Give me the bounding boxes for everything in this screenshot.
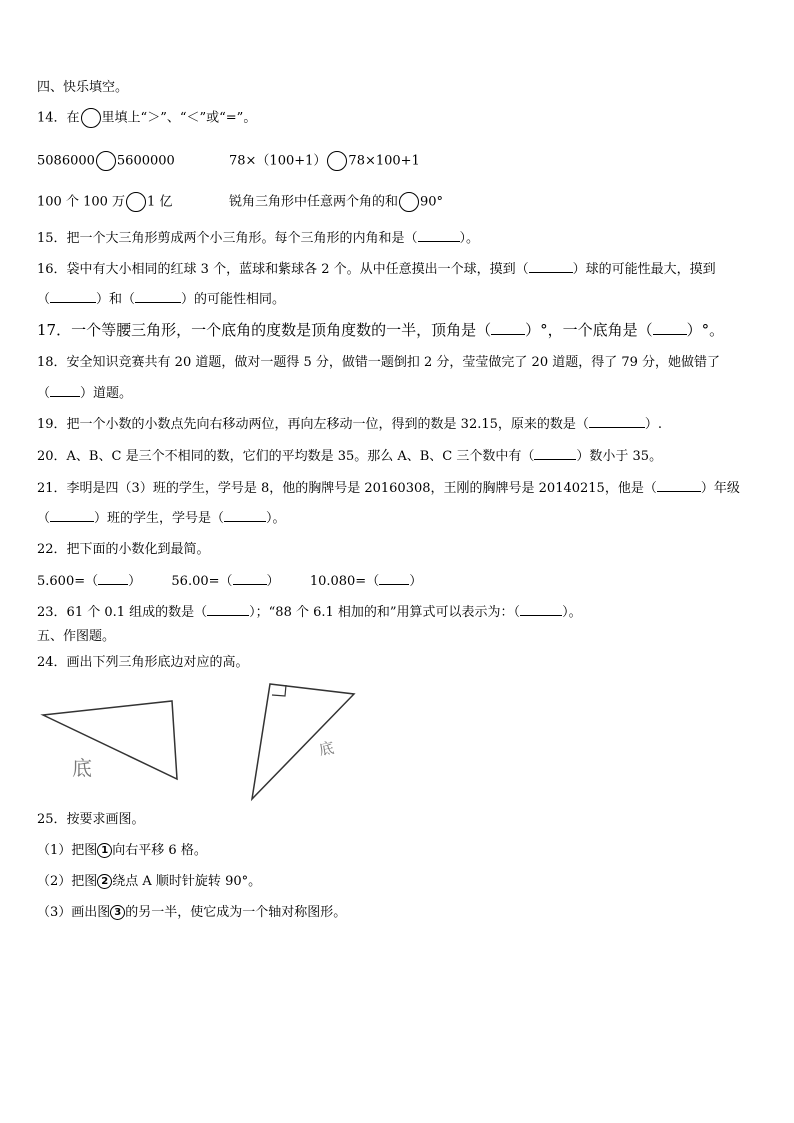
- q25-text: （3）画出图: [37, 905, 111, 920]
- q19: [37, 415, 662, 434]
- figure-number-1: 1: [97, 843, 112, 858]
- answer-blank[interactable]: [653, 322, 687, 335]
- section-4-title: 四、快乐填空。: [37, 80, 129, 95]
- q16-text: 16．袋中有大小相同的红球 3 个，蓝球和紫球各 2 个。从中任意摸出一个球，摸到（: [37, 262, 529, 277]
- q21-line-2: [37, 509, 286, 528]
- q14-row-2: [37, 192, 172, 212]
- answer-blank[interactable]: [529, 260, 573, 273]
- answer-blank[interactable]: [491, 322, 525, 335]
- right-angle-mark: [272, 685, 286, 696]
- q23-text: 23．61 个 0.1 组成的数是（: [37, 605, 208, 620]
- q22: 22．把下面的小数化到最简。: [37, 542, 210, 557]
- compare-circle[interactable]: [327, 151, 347, 171]
- q14-text-b: 里填上“＞”、“＜”或“=”。: [101, 110, 257, 126]
- q18-line-2: [37, 384, 132, 403]
- compare-circle[interactable]: [81, 108, 101, 128]
- q19-text: 19．把一个小数的小数点先向右移动两位，再向左移动一位，得到的数是 32.15，原来的数是（: [37, 417, 589, 432]
- answer-blank[interactable]: [98, 572, 128, 585]
- compare-circle[interactable]: [399, 192, 419, 212]
- q17-text: 17．一个等腰三角形，一个底角的度数是顶角度数的一半，顶角是（: [37, 321, 492, 339]
- answer-blank[interactable]: [379, 572, 409, 585]
- q20-text: ）数小于 35。: [576, 449, 663, 464]
- expr: 78×100+1: [348, 153, 420, 169]
- answer-blank[interactable]: [135, 290, 181, 303]
- q25-text: 向右平移 6 格。: [112, 843, 207, 858]
- q21-text: ）。: [266, 511, 286, 526]
- q16-text: ）的可能性相同。: [181, 292, 286, 307]
- answer-blank[interactable]: [418, 229, 460, 242]
- q15-text: ）。: [459, 231, 480, 246]
- q25-part-2: [37, 873, 261, 891]
- answer-blank[interactable]: [224, 509, 266, 522]
- expr: 1 亿: [147, 194, 173, 210]
- q24: 24．画出下列三角形底边对应的高。: [37, 655, 249, 670]
- q19-text: ）.: [644, 417, 663, 432]
- expr: 78×（100+1）: [229, 153, 327, 169]
- q21-text: ）班的学生，学号是（: [94, 511, 225, 526]
- triangle-1: [43, 701, 177, 779]
- compare-circle[interactable]: [96, 151, 116, 171]
- q23-text: ）；“88 个 6.1 相加的和”用算式可以表示为：（: [249, 605, 521, 620]
- answer-blank[interactable]: [50, 509, 94, 522]
- q24-triangles-figure: [36, 680, 376, 805]
- q23-text: ）。: [562, 605, 582, 620]
- answer-blank[interactable]: [50, 290, 96, 303]
- expr: 100 个 100 万: [37, 194, 126, 210]
- q25-text: （1）把图: [37, 843, 98, 858]
- expr: 90°: [420, 194, 444, 210]
- q21-text: ）年级: [700, 481, 740, 496]
- q17: [37, 321, 724, 339]
- q25-text: 的另一半，使它成为一个轴对称图形。: [125, 905, 347, 920]
- q14-text-a: 14．在: [37, 110, 80, 126]
- q22-text: ）: [128, 574, 142, 589]
- expr: 5086000: [37, 153, 95, 169]
- expr: 锐角三角形中任意两个角的和: [229, 194, 399, 210]
- q22-text: ）: [409, 574, 423, 589]
- q21-text: 21．李明是四（3）班的学生，学号是 8，他的胸牌号是 20160308，王刚的胸牌号是 20140215，他是（: [37, 481, 657, 496]
- q22-text: 56.00=（: [171, 574, 233, 589]
- answer-blank[interactable]: [233, 572, 267, 585]
- answer-blank[interactable]: [207, 603, 249, 616]
- q18-text: ）道题。: [80, 386, 133, 401]
- answer-blank[interactable]: [50, 384, 80, 397]
- q21-line-1: [37, 479, 740, 498]
- answer-blank[interactable]: [520, 603, 562, 616]
- q17-text: ）°，一个底角是（: [525, 321, 653, 339]
- triangle-2-base-label: 底: [317, 738, 336, 760]
- q14-row-1b: [229, 151, 420, 171]
- triangle-2: [252, 684, 354, 799]
- q15: [37, 229, 479, 248]
- q17-text: ）°。: [686, 321, 725, 339]
- q20-text: 20．A、B、C 是三个不相同的数，它们的平均数是 35。那么 A、B、C 三个数中有（: [37, 449, 535, 464]
- q22-text: ）: [266, 574, 280, 589]
- answer-blank[interactable]: [657, 479, 701, 492]
- q16-line-1: [37, 260, 716, 279]
- q14-row-2b: [229, 192, 443, 212]
- answer-blank[interactable]: [534, 447, 576, 460]
- answer-blank[interactable]: [589, 415, 645, 428]
- q22-row: [37, 572, 422, 591]
- q18-text: （: [37, 386, 51, 401]
- figure-number-2: 2: [97, 874, 112, 889]
- q15-text: 15．把一个大三角形剪成两个小三角形。每个三角形的内角和是（: [37, 231, 418, 246]
- q22-text: 5.600=（: [37, 574, 99, 589]
- expr: 5600000: [116, 153, 175, 169]
- q25-part-1: [37, 842, 207, 860]
- triangle-1-base-label: 底: [72, 756, 92, 780]
- q21-text: （: [37, 511, 51, 526]
- q22-text: 10.080=（: [309, 574, 380, 589]
- q25-text: （2）把图: [37, 874, 98, 889]
- q16-text: ）和（: [96, 292, 136, 307]
- q18-line-1: 18．安全知识竞赛共有 20 道题，做对一题得 5 分，做错一题倒扣 2 分，莹莹做完了 20 道题，得了 79 分，她做错了: [37, 355, 721, 370]
- q16-line-2: [37, 290, 285, 309]
- q25: 25．按要求画图。: [37, 812, 145, 827]
- q25-text: 绕点 A 顺时针旋转 90°。: [112, 874, 262, 889]
- q25-part-3: [37, 904, 346, 922]
- q23: [37, 603, 582, 622]
- compare-circle[interactable]: [126, 192, 146, 212]
- q14: [37, 108, 256, 128]
- q16-text: ）球的可能性最大，摸到: [572, 262, 716, 277]
- q16-text: （: [37, 292, 51, 307]
- q14-row-1: [37, 151, 175, 171]
- q20: [37, 447, 662, 466]
- figure-number-3: 3: [110, 905, 125, 920]
- section-5-title: 五、作图题。: [37, 629, 116, 644]
